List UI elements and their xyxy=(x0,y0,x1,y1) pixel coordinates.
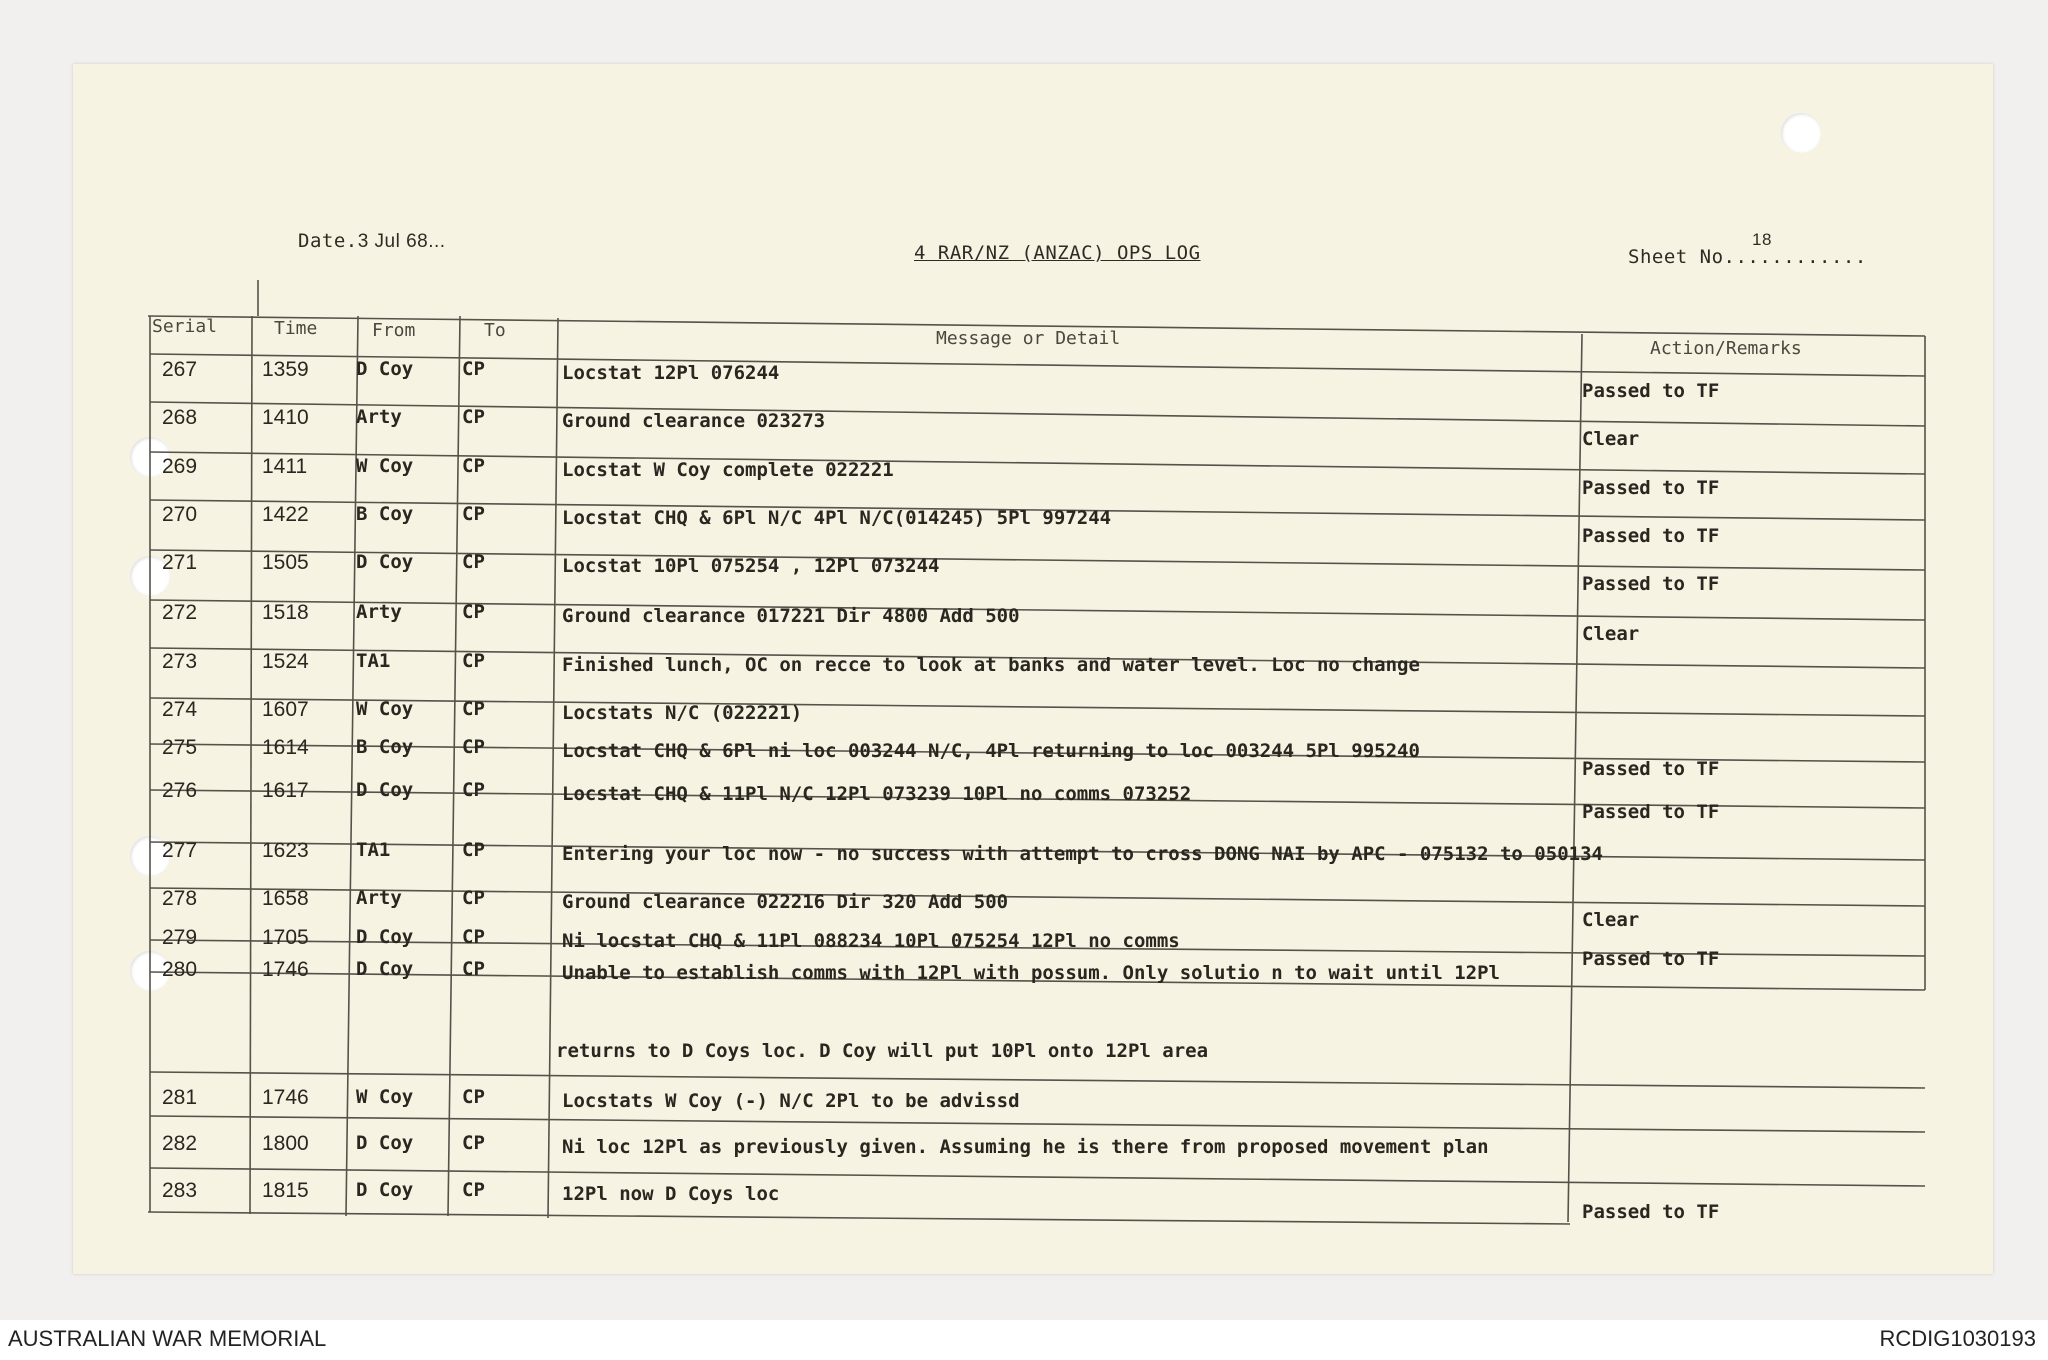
sheet-number: 18 xyxy=(1752,230,1772,249)
from-cell: W Coy xyxy=(356,455,414,478)
to-cell: CP xyxy=(462,1179,485,1202)
message-cell: Ground clearance 023273 xyxy=(562,409,826,432)
column-header-remarks: Action/Remarks xyxy=(1650,338,1802,359)
from-cell: B Coy xyxy=(356,503,414,526)
from-cell: Arty xyxy=(356,886,402,909)
message-cell: Locstat 12Pl 076244 xyxy=(562,362,780,384)
message-cell: Locstats N/C (022221) xyxy=(562,701,803,724)
to-cell: CP xyxy=(462,455,485,478)
message-cell: Finished lunch, OC on recce to look at banks and water level. Loc no change xyxy=(562,654,1420,677)
time-cell: 1410 xyxy=(262,405,309,429)
remarks-cell: Passed to TF xyxy=(1582,572,1720,595)
time-cell: 1658 xyxy=(262,886,309,910)
date-field xyxy=(298,230,446,253)
time-cell: 1614 xyxy=(262,735,309,759)
from-cell: Arty xyxy=(356,600,402,623)
reference-id: RCDIG1030193 xyxy=(1879,1326,2036,1351)
remarks-cell: Passed to TF xyxy=(1582,525,1720,548)
message-cell: Locstat W Coy complete 022221 xyxy=(562,459,894,482)
to-cell: CP xyxy=(462,405,485,428)
message-cell: 12Pl now D Coys loc xyxy=(562,1183,780,1206)
from-cell: D Coy xyxy=(356,958,414,981)
serial-cell: 279 xyxy=(162,926,198,950)
archive-footer xyxy=(0,1320,2048,1360)
to-cell: CP xyxy=(462,958,485,981)
message-cell: Locstats W Coy (-) N/C 2Pl to be advissd xyxy=(562,1089,1020,1112)
serial-cell: 276 xyxy=(162,779,198,803)
remarks-cell: Clear xyxy=(1582,427,1640,450)
from-cell: B Coy xyxy=(356,735,414,758)
time-cell: 1518 xyxy=(262,600,309,624)
remarks-cell: Passed to TF xyxy=(1582,477,1720,500)
to-cell: CP xyxy=(462,358,485,380)
message-cell: Ground clearance 017221 Dir 4800 Add 500 xyxy=(562,604,1020,627)
from-cell: D Coy xyxy=(356,779,414,802)
time-cell: 1411 xyxy=(262,455,308,479)
sheet-label: Sheet No............ xyxy=(1628,246,1867,268)
serial-cell: 273 xyxy=(162,650,198,674)
to-cell: CP xyxy=(462,550,485,573)
serial-cell: 268 xyxy=(162,405,198,429)
serial-cell: 269 xyxy=(162,455,198,479)
sheet-number-field xyxy=(1628,246,1867,268)
serial-cell: 277 xyxy=(162,839,198,862)
time-cell: 1623 xyxy=(262,839,309,862)
remarks-cell: Clear xyxy=(1582,908,1640,931)
time-cell: 1746 xyxy=(262,1085,309,1109)
time-cell: 1505 xyxy=(262,550,309,574)
from-cell: D Coy xyxy=(356,550,414,573)
from-cell: D Coy xyxy=(356,358,414,380)
remarks-cell: Passed to TF xyxy=(1582,801,1720,824)
time-cell: 1524 xyxy=(262,650,309,674)
serial-cell: 272 xyxy=(162,600,198,624)
message-cell: Ni locstat CHQ & 11Pl 088234 10Pl 075254 12Pl no comms xyxy=(562,930,1180,953)
serial-cell: 274 xyxy=(162,697,198,721)
message-cell: Entering your loc now - no success with attempt to cross DONG NAI by APC - 075132 to 050134 xyxy=(562,843,1603,865)
from-cell: Arty xyxy=(356,405,402,428)
serial-cell: 278 xyxy=(162,886,198,910)
to-cell: CP xyxy=(462,735,485,758)
remarks-cell: Clear xyxy=(1582,622,1640,645)
to-cell: CP xyxy=(462,1131,485,1154)
serial-cell: 281 xyxy=(162,1085,198,1109)
from-cell: D Coy xyxy=(356,1131,414,1154)
from-cell: D Coy xyxy=(356,926,414,949)
from-cell: W Coy xyxy=(356,1085,414,1108)
time-cell: 1815 xyxy=(262,1179,309,1203)
serial-cell: 270 xyxy=(162,503,198,527)
message-cell: Locstat CHQ & 6Pl N/C 4Pl N/C(014245) 5Pl 997244 xyxy=(562,507,1112,530)
message-cell: Unable to establish comms with 12Pl with possum. Only solutio n to wait until 12Pl xyxy=(562,962,1500,985)
serial-cell: 280 xyxy=(162,958,198,982)
serial-cell: 271 xyxy=(162,550,198,574)
serial-cell: 267 xyxy=(162,358,198,381)
to-cell: CP xyxy=(462,697,485,720)
time-cell: 1705 xyxy=(262,926,309,950)
remarks-cell: Passed to TF xyxy=(1582,380,1720,402)
from-cell: TA1 xyxy=(356,650,391,673)
to-cell: CP xyxy=(462,839,485,861)
date-label: Date. xyxy=(298,230,358,252)
institution-label: AUSTRALIAN WAR MEMORIAL xyxy=(8,1326,327,1351)
message-cell: Ni loc 12Pl as previously given. Assuming he is there from proposed movement plan xyxy=(562,1135,1489,1158)
time-cell: 1359 xyxy=(262,358,309,381)
column-header-message: Message or Detail xyxy=(936,328,1121,349)
date-value: 3 Jul 68... xyxy=(357,231,446,252)
column-header-time: Time xyxy=(274,318,318,339)
message-cell: Locstat CHQ & 6Pl ni loc 003244 N/C, 4Pl returning to loc 003244 5Pl 995240 xyxy=(562,739,1420,762)
to-cell: CP xyxy=(462,886,485,909)
message-cell: Locstat 10Pl 075254 , 12Pl 073244 xyxy=(562,554,940,577)
from-cell: W Coy xyxy=(356,697,414,720)
from-cell: D Coy xyxy=(356,1179,414,1202)
time-cell: 1800 xyxy=(262,1131,309,1155)
message-cell: Locstat CHQ & 11Pl N/C 12Pl 073239 10Pl no comms 073252 xyxy=(562,783,1192,806)
remarks-cell: Passed to TF xyxy=(1582,757,1720,780)
message-continuation: returns to D Coys loc. D Coy will put 10Pl onto 12Pl area xyxy=(556,1040,1209,1062)
punch-hole xyxy=(1781,113,1821,153)
time-cell: 1617 xyxy=(262,779,309,803)
to-cell: CP xyxy=(462,600,485,623)
message-cell: Ground clearance 022216 Dir 320 Add 500 xyxy=(562,890,1009,913)
to-cell: CP xyxy=(462,1085,485,1108)
serial-cell: 275 xyxy=(162,735,198,759)
time-cell: 1607 xyxy=(262,697,309,721)
serial-cell: 283 xyxy=(162,1179,198,1203)
remarks-cell: Passed to TF xyxy=(1582,1201,1720,1224)
log-title: 4 RAR/NZ (ANZAC) OPS LOG xyxy=(914,242,1201,264)
to-cell: CP xyxy=(462,503,485,526)
column-header-to: To xyxy=(484,320,506,341)
to-cell: CP xyxy=(462,650,485,673)
column-header-from: From xyxy=(372,320,416,341)
time-cell: 1746 xyxy=(262,958,309,982)
serial-cell: 282 xyxy=(162,1131,198,1155)
to-cell: CP xyxy=(462,926,485,949)
remarks-cell: Passed to TF xyxy=(1582,948,1720,971)
column-header-serial: Serial xyxy=(152,316,218,337)
time-cell: 1422 xyxy=(262,503,309,527)
from-cell: TA1 xyxy=(356,839,391,861)
to-cell: CP xyxy=(462,779,485,802)
